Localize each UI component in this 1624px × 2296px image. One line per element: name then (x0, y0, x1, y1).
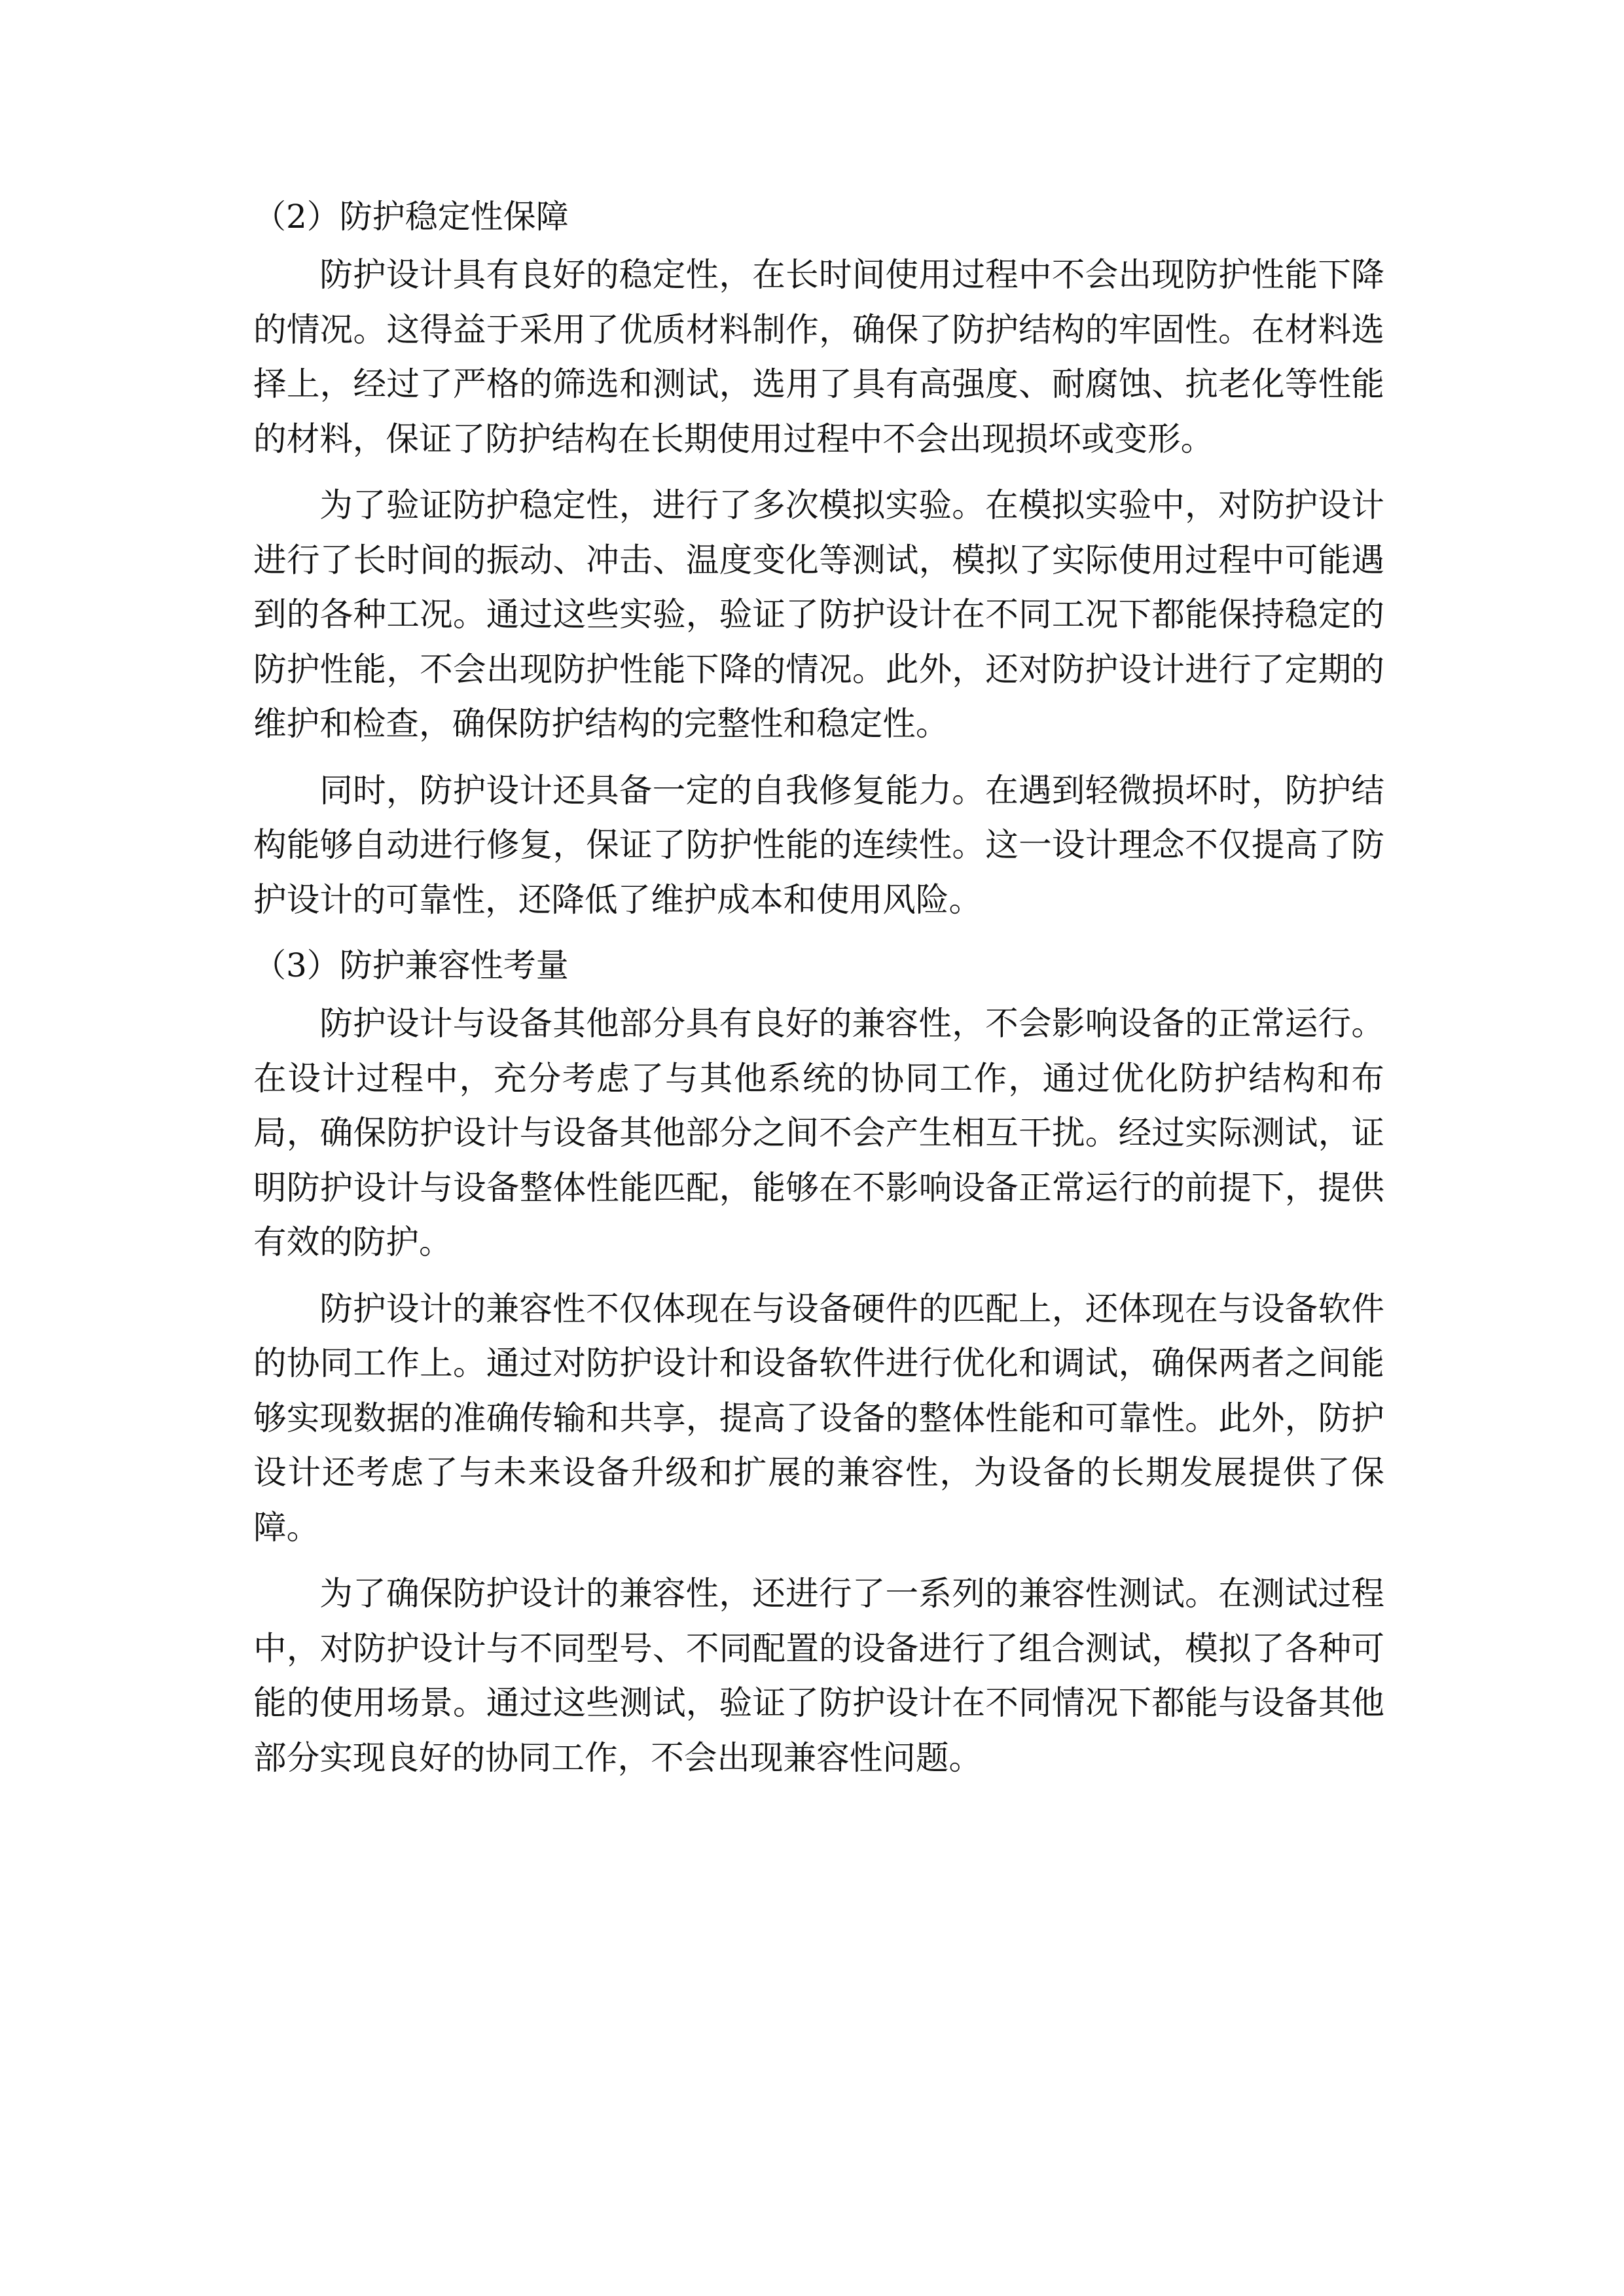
paragraph: 防护设计与设备其他部分具有良好的兼容性，不会影响设备的正常运行。在设计过程中，充分考虑了与其他系统的协同工作，通过优化防护结构和布局，确保防护设计与设备其他部分之间不会产生相互干扰。经过实际测试，证明防护设计与设备整体性能匹配，能够在不影响设备正常运行的前提下，提供有效的防护。 (253, 1004, 1384, 1261)
paragraph: 防护设计的兼容性不仅体现在与设备硬件的匹配上，还体现在与设备软件的协同工作上。通过对防护设计和设备软件进行优化和调试，确保两者之间能够实现数据的准确传输和共享，提高了设备的整体性能和可靠性。此外，防护设计还考虑了与未来设备升级和扩展的兼容性，为设备的长期发展提供了保障。 (253, 1289, 1384, 1547)
paragraph: 防护设计具有良好的稳定性，在长时间使用过程中不会出现防护性能下降的情况。这得益于采用了优质材料制作，确保了防护结构的牢固性。在材料选择上，经过了严格的筛选和测试，选用了具有高强度、耐腐蚀、抗老化等性能的材料，保证了防护结构在长期使用过程中不会出现损坏或变形。 (253, 255, 1384, 458)
paragraph: 为了确保防护设计的兼容性，还进行了一系列的兼容性测试。在测试过程中，对防护设计与不同型号、不同配置的设备进行了组合测试，模拟了各种可能的使用场景。通过这些测试，验证了防护设计在不同情况下都能与设备其他部分实现良好的协同工作，不会出现兼容性问题。 (253, 1574, 1384, 1777)
paragraph: 同时，防护设计还具备一定的自我修复能力。在遇到轻微损坏时，防护结构能够自动进行修复，保证了防护性能的连续性。这一设计理念不仅提高了防护设计的可靠性，还降低了维护成本和使用风险。 (253, 770, 1384, 919)
paragraph: 为了验证防护稳定性，进行了多次模拟实验。在模拟实验中，对防护设计进行了长时间的振动、冲击、温度变化等测试，模拟了实际使用过程中可能遇到的各种工况。通过这些实验，验证了防护设计在不同工况下都能保持稳定的防护性能，不会出现防护性能下降的情况。此外，还对防护设计进行了定期的维护和检查，确保防护结构的完整性和稳定性。 (253, 486, 1384, 743)
document-page (253, 190, 1384, 1797)
section-heading-compatibility: （3）防护兼容性考量 (253, 946, 569, 984)
section-heading-stability: （2）防护稳定性保障 (253, 198, 569, 236)
